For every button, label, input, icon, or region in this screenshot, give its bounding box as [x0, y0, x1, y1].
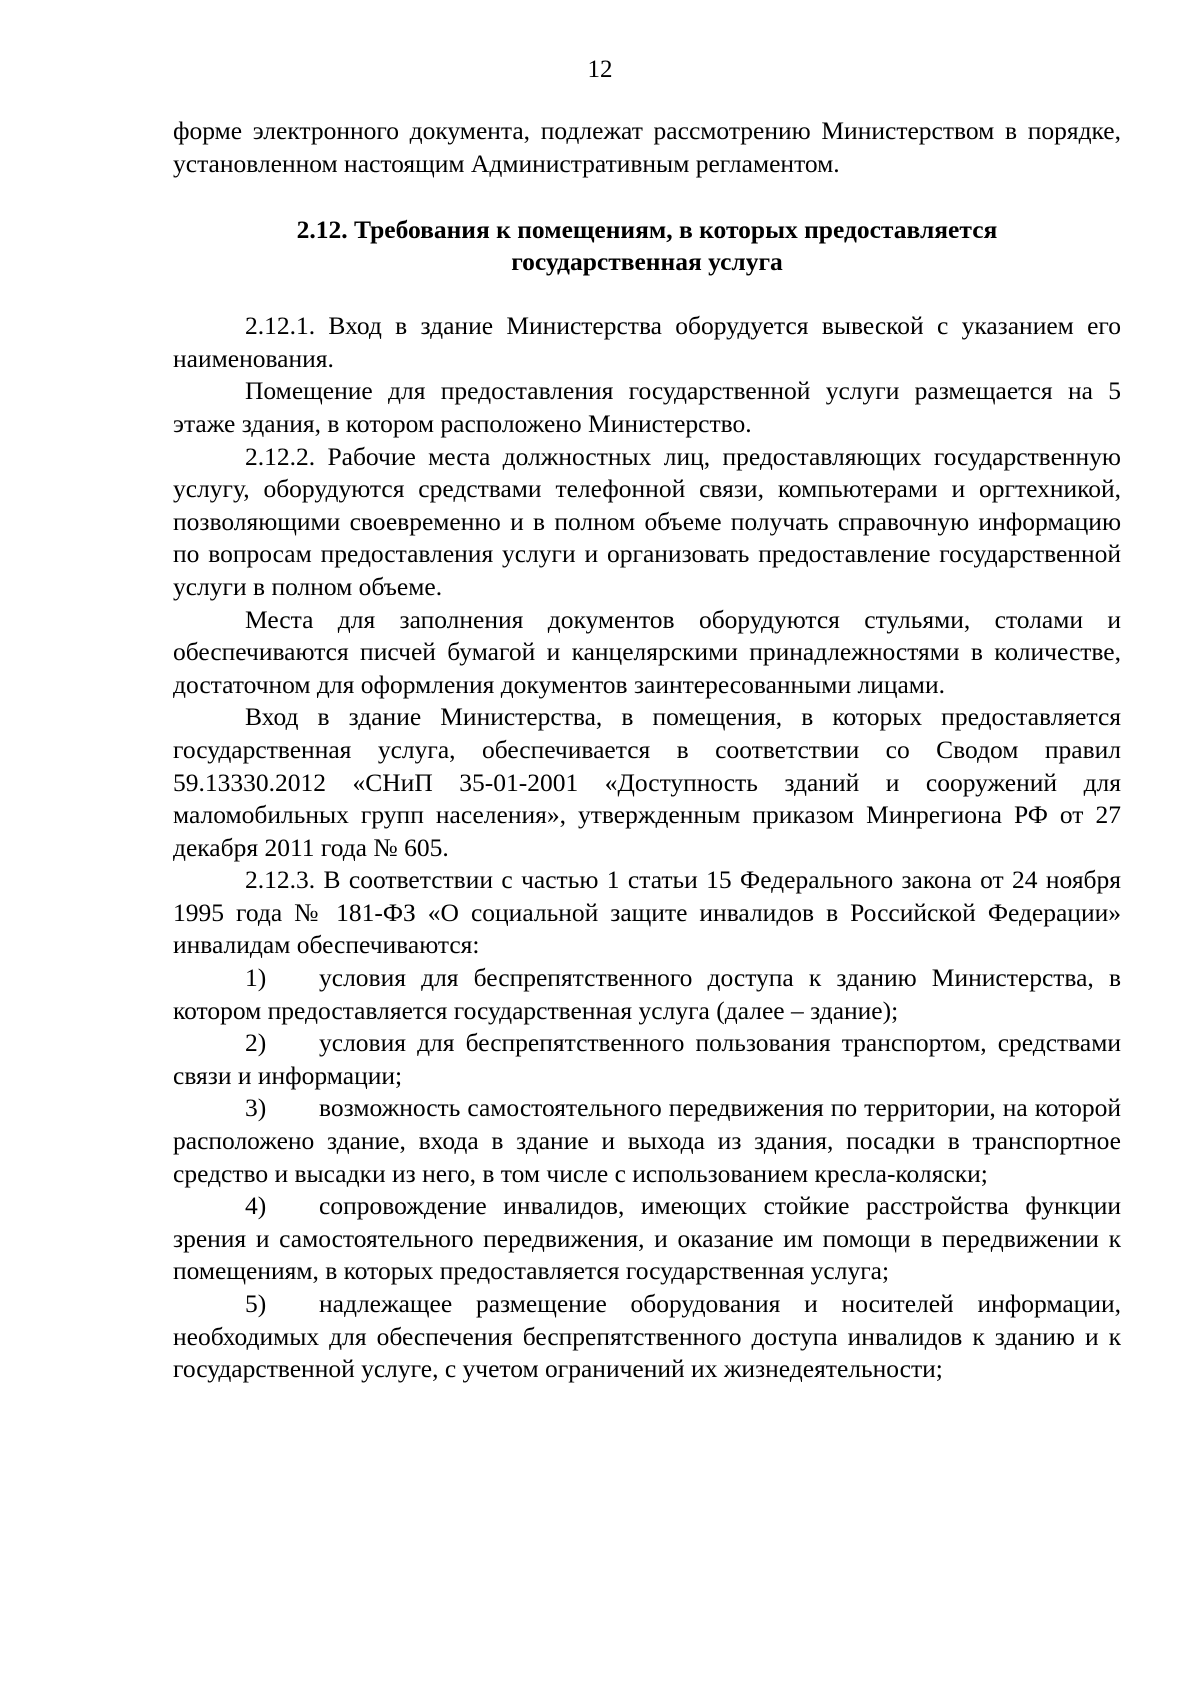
- section-heading: [173, 214, 1121, 278]
- list-item-number: 4): [245, 1191, 267, 1221]
- list-item-5: [173, 1288, 1121, 1386]
- list-item-1: [173, 962, 1121, 1027]
- list-item-text: условия для беспрепятственного пользования транспортом, средствами связи и информации;: [173, 1028, 1121, 1090]
- list-item-text: условия для беспрепятственного доступа к зданию Министерства, в котором предоставляется государственная услуга (далее – здание);: [173, 963, 1121, 1025]
- document-body: [173, 115, 1121, 1386]
- list-item-3: [173, 1092, 1121, 1190]
- paragraph-premises: Помещение для предоставления государственной услуги размещается на 5 этаже здания, в котором расположено Министерство.: [173, 376, 1121, 438]
- section-heading-line-1: 2.12. Требования к помещениям, в которых предоставляется: [296, 215, 998, 245]
- list-item-number: 2): [245, 1028, 267, 1058]
- section-heading-line-2: государственная услуга: [511, 247, 783, 277]
- list-item-text: сопровождение инвалидов, имеющих стойкие расстройства функции зрения и самостоятельного передвижения, и оказание им помощи в передвижении к помещениям, в которых предоставляется государственная услуга;: [173, 1191, 1121, 1286]
- paragraph-entrance: Вход в здание Министерства, в помещения, в которых предоставляется государственная услуга, обеспечивается в соответствии со Сводом правил 59.13330.2012 «СНиП 35-01-2001 «Доступность зданий и сооружений для маломобильных групп населения», утвержденным приказом Минрегиона РФ от 27 декабря 2011 года № 605.: [173, 702, 1121, 862]
- list-item-2: [173, 1027, 1121, 1092]
- paragraph-2-12-1: 2.12.1. Вход в здание Министерства оборудуется вывеской с указанием его наименования.: [173, 311, 1121, 373]
- paragraph-2-12-3: 2.12.3. В соответствии с частью 1 статьи 15 Федерального закона от 24 ноября 1995 года № 181-ФЗ «О социальной защите инвалидов в Российской Федерации» инвалидам обеспечиваются:: [173, 865, 1121, 960]
- paragraph-filling-places: Места для заполнения документов оборудуются стульями, столами и обеспечиваются писчей бумагой и канцелярскими принадлежностями в количестве, достаточном для оформления документов заинтересованными лицами.: [173, 604, 1121, 699]
- list-item-text: возможность самостоятельного передвижения по территории, на которой расположено здание, входа в здание и выхода из здания, посадки в транспортное средство и высадки из него, в том числе с использованием кресла-коляски;: [173, 1093, 1121, 1188]
- paragraph-2-12-2: 2.12.2. Рабочие места должностных лиц, предоставляющих государственную услугу, оборудуются средствами телефонной связи, компьютерами и оргтехникой, позволяющими своевременно и в полном объеме получать справочную информацию по вопросам предоставления услуги и организовать предоставление государственной услуги в полном объеме.: [173, 441, 1121, 601]
- list-item-number: 1): [245, 963, 267, 993]
- list-item-4: [173, 1190, 1121, 1288]
- intro-paragraph: форме электронного документа, подлежат рассмотрению Министерством в порядке, установленном настоящим Административным регламентом.: [173, 116, 1121, 178]
- page-number: 12: [587, 56, 613, 83]
- list-item-number: 3): [245, 1093, 267, 1123]
- list-item-text: надлежащее размещение оборудования и носителей информации, необходимых для обеспечения беспрепятственного доступа инвалидов к зданию и к государственной услуге, с учетом ограничений их жизнедеятельности;: [173, 1289, 1121, 1384]
- list-item-number: 5): [245, 1289, 267, 1318]
